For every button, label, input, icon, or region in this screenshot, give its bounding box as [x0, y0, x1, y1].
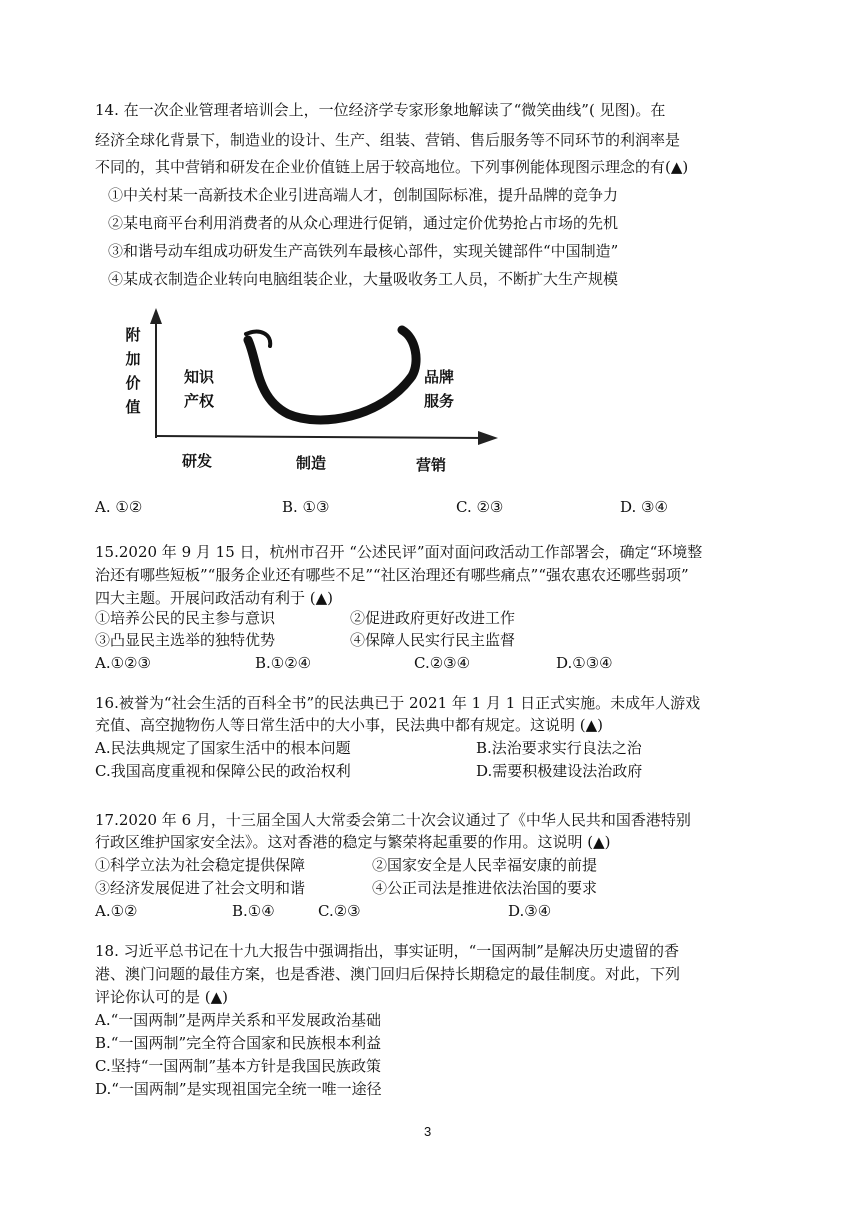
q17-stem-line-1: 17.2020 年 6 月，十三届全国人大常委会第二十次会议通过了《中华人民共和国香港特别: [95, 811, 691, 829]
q16-option-d[interactable]: D.需要积极建设法治政府: [476, 762, 643, 780]
q17-option-b[interactable]: B.①④: [232, 902, 275, 920]
brand-label-2: 服务: [424, 392, 455, 410]
q17-option-d[interactable]: D.③④: [508, 902, 552, 920]
q17-item-1: ①科学立法为社会稳定提供保障: [95, 856, 306, 874]
q18-stem-line-2: 港、澳门问题的最佳方案，也是香港、澳门回归后保持长期稳定的最佳制度。对此，下列: [95, 965, 681, 983]
q15-item-2: ②促进政府更好改进工作: [350, 609, 516, 627]
q17-item-4: ④公正司法是推进依法治国的要求: [372, 879, 598, 897]
q17-item-2: ②国家安全是人民幸福安康的前提: [372, 856, 598, 874]
q14-option-c[interactable]: C. ②③: [456, 498, 504, 516]
q18-stem-line-1: 18. 习近平总书记在十九大报告中强调指出，事实证明，“一国两制”是解决历史遗留的香: [95, 942, 679, 960]
y-axis-char-2: 加: [125, 350, 141, 368]
x-label-rnd: 研发: [182, 452, 213, 470]
smile-curve-figure: [120, 300, 510, 480]
y-axis-char-3: 价: [125, 374, 141, 392]
q16-option-b[interactable]: B.法治要求实行良法之治: [476, 739, 642, 757]
q15-item-4: ④保障人民实行民主监督: [350, 631, 516, 649]
q15-option-b[interactable]: B.①②④: [255, 654, 312, 672]
q14-stem-line-1: 14. 在一次企业管理者培训会上，一位经济学专家形象地解读了“微笑曲线”( 见图)。在: [95, 101, 666, 119]
q14-item-3: ③和谐号动车组成功研发生产高铁列车最核心部件，实现关键部件“中国制造”: [108, 242, 619, 260]
q15-item-1: ①培养公民的民主参与意识: [95, 609, 276, 627]
page-number: 3: [424, 1124, 432, 1139]
knowledge-label-2: 产权: [184, 392, 215, 410]
q18-stem-line-3: 评论你认可的是 (▲): [95, 988, 229, 1006]
y-axis-char-4: 值: [125, 398, 141, 416]
smile-curve: [248, 330, 416, 420]
q17-item-3: ③经济发展促进了社会文明和谐: [95, 879, 306, 897]
q15-option-a[interactable]: A.①②③: [95, 654, 151, 672]
q18-option-d[interactable]: D.“一国两制”是实现祖国完全统一唯一途径: [95, 1080, 382, 1098]
q14-option-b[interactable]: B. ①③: [282, 498, 330, 516]
y-axis-arrow: [150, 308, 162, 324]
q14-option-a[interactable]: A. ①②: [95, 498, 143, 516]
x-label-manufacturing: 制造: [296, 454, 327, 472]
q14-option-d[interactable]: D. ③④: [620, 498, 668, 516]
x-axis-arrow: [478, 431, 498, 445]
q15-stem-line-2: 治还有哪些短板”“服务企业还有哪些不足”“社区治理还有哪些痛点”“强农惠农还哪些弱项”: [95, 566, 689, 584]
q18-option-a[interactable]: A.“一国两制”是两岸关系和平发展政治基础: [95, 1011, 381, 1029]
q17-option-c[interactable]: C.②③: [318, 902, 361, 920]
y-axis-char-1: 附: [125, 326, 141, 344]
q14-stem-line-2: 经济全球化背景下，制造业的设计、生产、组装、营销、售后服务等不同环节的利润率是: [95, 131, 681, 149]
q17-option-a[interactable]: A.①②: [95, 902, 138, 920]
q18-option-c[interactable]: C.坚持“一国两制”基本方针是我国民族政策: [95, 1057, 382, 1075]
q15-option-c[interactable]: C.②③④: [414, 654, 471, 672]
q14-stem-line-3: 不同的，其中营销和研发在企业价值链上居于较高地位。下列事例能体现图示理念的有(▲): [95, 158, 689, 176]
q16-stem-line-2: 充值、高空抛物伤人等日常生活中的大小事，民法典中都有规定。这说明 (▲): [95, 716, 604, 734]
q16-option-c[interactable]: C.我国高度重视和保障公民的政治权利: [95, 762, 351, 780]
q15-stem-line-1: 15.2020 年 9 月 15 日，杭州市召开 “公述民评”面对面问政活动工作部署会，确定“环境整: [95, 543, 703, 561]
q15-stem-line-3: 四大主题。开展问政活动有利于 (▲): [95, 589, 334, 607]
q16-option-a[interactable]: A.民法典规定了国家生活中的根本问题: [95, 739, 351, 757]
x-label-marketing: 营销: [416, 456, 447, 474]
x-axis: [156, 436, 488, 438]
knowledge-label-1: 知识: [184, 368, 215, 386]
q16-stem-line-1: 16.被誉为“社会生活的百科全书”的民法典已于 2021 年 1 月 1 日正式实施。未成年人游戏: [95, 694, 701, 712]
q15-option-d[interactable]: D.①③④: [556, 654, 613, 672]
q18-option-b[interactable]: B.“一国两制”完全符合国家和民族根本利益: [95, 1034, 382, 1052]
q14-item-1: ①中关村某一高新技术企业引进高端人才，创制国际标准，提升品牌的竞争力: [108, 186, 619, 204]
q15-item-3: ③凸显民主选举的独特优势: [95, 631, 276, 649]
brand-label-1: 品牌: [424, 368, 455, 386]
q14-item-4: ④某成衣制造企业转向电脑组装企业，大量吸收务工人员，不断扩大生产规模: [108, 270, 619, 288]
q14-item-2: ②某电商平台利用消费者的从众心理进行促销，通过定价优势抢占市场的先机: [108, 214, 619, 232]
q17-stem-line-2: 行政区维护国家安全法》。这对香港的稳定与繁荣将起重要的作用。这说明 (▲): [95, 833, 611, 851]
